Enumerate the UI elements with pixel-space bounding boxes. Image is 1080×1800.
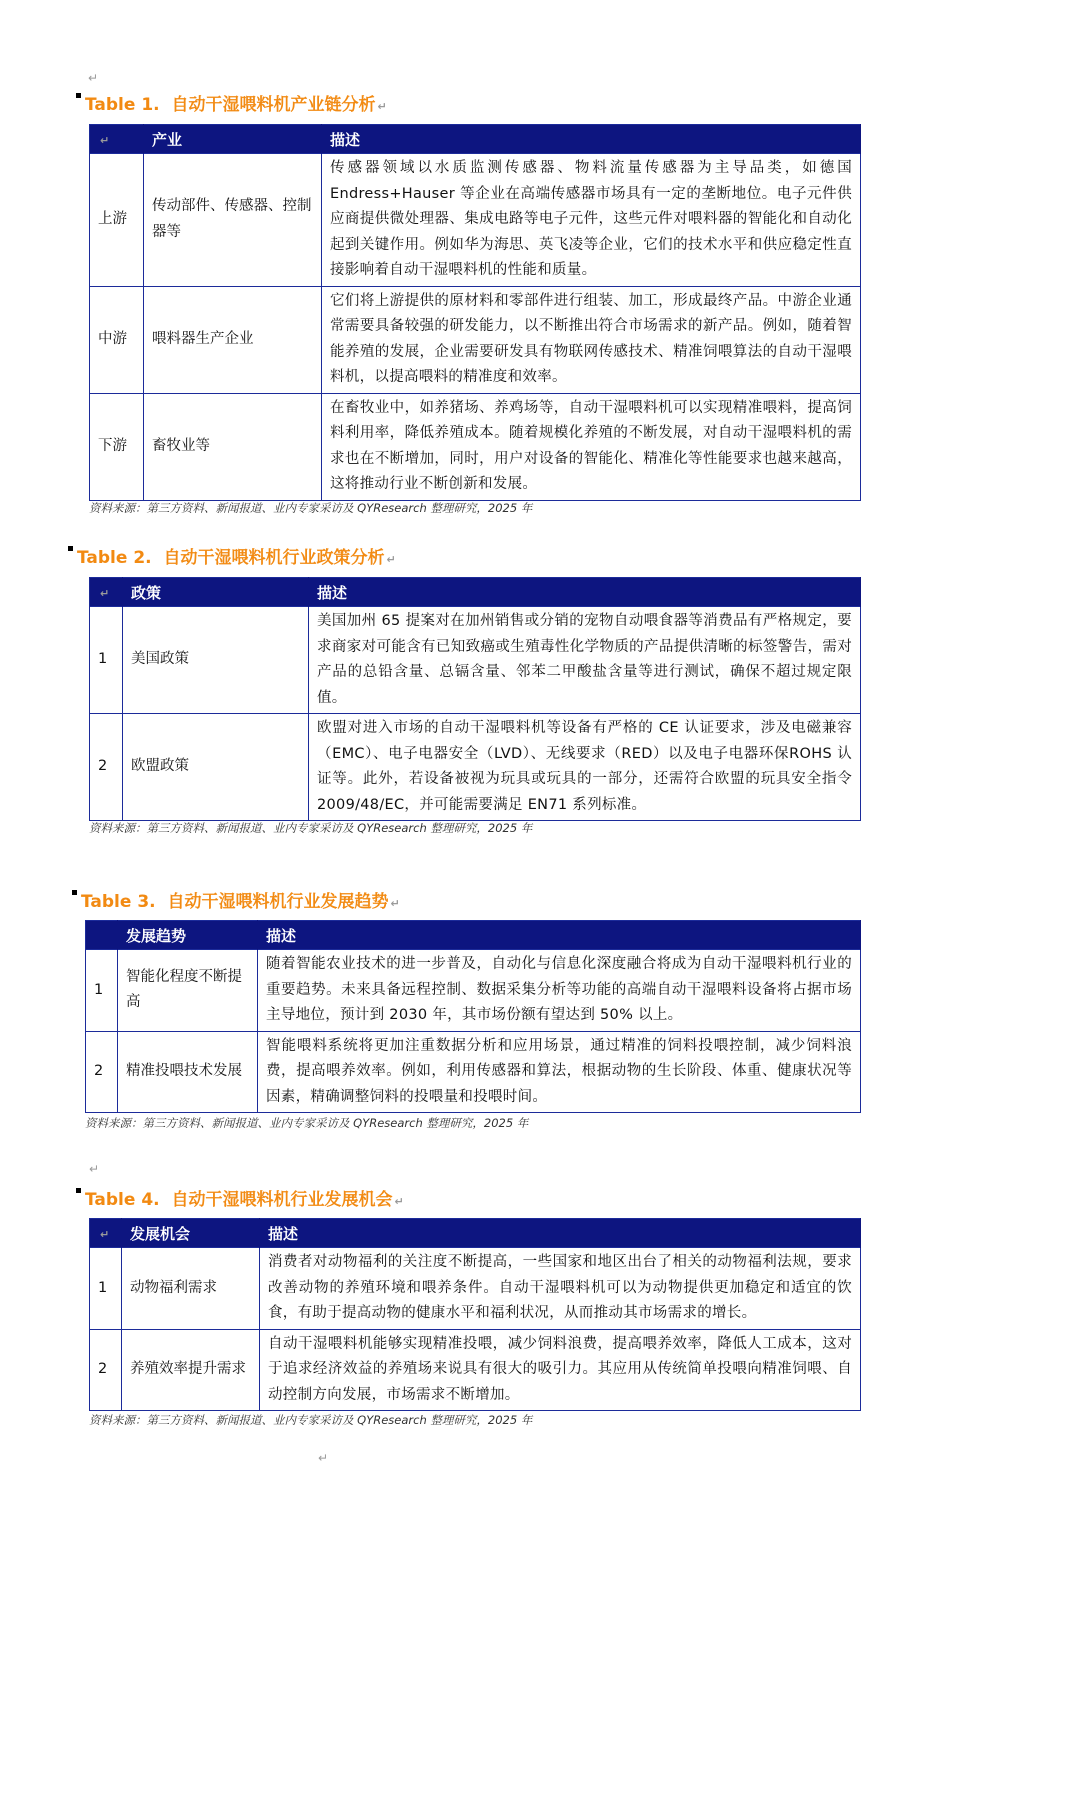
header-cell-industry: 产业 bbox=[144, 125, 322, 154]
table-row bbox=[90, 393, 861, 500]
paragraph-mark: ↵ bbox=[390, 897, 400, 910]
table-row bbox=[90, 607, 861, 714]
index-cell: 2 bbox=[90, 714, 123, 821]
table-header-row bbox=[86, 921, 861, 950]
description-cell: 在畜牧业中，如养猪场、养鸡场等，自动干湿喂料机可以实现精准喂料，提高饲料利用率，降低养殖成本。随着规模化养殖的不断发展，对自动干湿喂料机的需求也在不断增加，同时，用户对设备的智能化、精准化等性能要求也越来越高，这将推动行业不断创新和发展。 bbox=[322, 393, 861, 500]
table-3-source: 资料来源：第三方资料、新闻报道、业内专家采访及 QYResearch 整理研究，2025 年 bbox=[85, 1116, 529, 1130]
industry-cell: 畜牧业等 bbox=[144, 393, 322, 500]
policy-cell: 美国政策 bbox=[123, 607, 309, 714]
description-cell: 消费者对动物福利的关注度不断提高，一些国家和地区出台了相关的动物福利法规，要求改善动物的养殖环境和喂养条件。自动干湿喂料机可以为动物提供更加稳定和适宜的饮食，有助于提高动物的健康水平和福利状况，从而推动其市场需求的增长。 bbox=[260, 1248, 861, 1330]
table-title: 自动干湿喂料机行业发展机会 bbox=[171, 1190, 393, 1210]
table-header-row bbox=[90, 125, 861, 154]
index-cell: 2 bbox=[86, 1031, 118, 1113]
header-cell-policy: 政策 bbox=[123, 578, 309, 607]
table-header-row bbox=[90, 578, 861, 607]
bullet-marker bbox=[72, 890, 77, 895]
table-header-row bbox=[90, 1219, 861, 1248]
description-cell: 传感器领域以水质监测传感器、物料流量传感器为主导品类，如德国Endress+Hauser 等企业在高端传感器市场具有一定的垄断地位。电子元件供应商提供微处理器、集成电路等电子元件，这些元件对喂料器的智能化和自动化起到关键作用。例如华为海思、英飞凌等企业，它们的技术水平和供应稳定性直接影响着自动干湿喂料机的性能和质量。 bbox=[322, 154, 861, 287]
table-4-source: 资料来源：第三方资料、新闻报道、业内专家采访及 QYResearch 整理研究，2025 年 bbox=[89, 1413, 533, 1427]
table-title: 自动干湿喂料机行业政策分析 bbox=[163, 548, 385, 568]
stage-cell: 下游 bbox=[90, 393, 144, 500]
bullet-marker bbox=[68, 546, 73, 551]
description-cell: 欧盟对进入市场的自动干湿喂料机等设备有严格的 CE 认证要求，涉及电磁兼容（EMC）、电子电器安全（LVD）、无线要求（RED）以及电子电器环保ROHS 认证等。此外，若设备被视为玩具或玩具的一部分，还需符合欧盟的玩具安全指令 2009/48/EC，并可能需要满足 EN71 系列标准。 bbox=[309, 714, 861, 821]
table-row bbox=[90, 1329, 861, 1411]
table-label: Table 2. bbox=[77, 548, 152, 568]
header-cell-blank: ↵ bbox=[90, 1219, 122, 1248]
table-1-caption bbox=[76, 90, 387, 115]
description-cell: 智能喂料系统将更加注重数据分析和应用场景，通过精准的饲料投喂控制，减少饲料浪费，提高喂养效率。例如，利用传感器和算法，根据动物的生长阶段、体重、健康状况等因素，精确调整饲料的投喂量和投喂时间。 bbox=[258, 1031, 861, 1113]
header-cell-description: 描述 bbox=[322, 125, 861, 154]
description-cell: 自动干湿喂料机能够实现精准投喂，减少饲料浪费，提高喂养效率，降低人工成本，这对于追求经济效益的养殖场来说具有很大的吸引力。其应用从传统简单投喂向精准饲喂、自动控制方向发展，市场需求不断增加。 bbox=[260, 1329, 861, 1411]
index-cell: 2 bbox=[90, 1329, 122, 1411]
paragraph-mark: ↵ bbox=[394, 1195, 404, 1208]
table-3-caption bbox=[72, 887, 400, 912]
bullet-marker bbox=[76, 1188, 81, 1193]
stage-cell: 中游 bbox=[90, 286, 144, 393]
table-2 bbox=[89, 577, 861, 821]
stage-cell: 上游 bbox=[90, 154, 144, 287]
table-row bbox=[86, 950, 861, 1032]
table-row bbox=[86, 1031, 861, 1113]
header-cell-description: 描述 bbox=[258, 921, 861, 950]
trend-cell: 精准投喂技术发展 bbox=[118, 1031, 258, 1113]
industry-cell: 喂料器生产企业 bbox=[144, 286, 322, 393]
description-cell: 随着智能农业技术的进一步普及，自动化与信息化深度融合将成为自动干湿喂料机行业的重要趋势。未来具备远程控制、数据采集分析等功能的高端自动干湿喂料设备将占据市场主导地位，预计到 2030 年，其市场份额有望达到 50% 以上。 bbox=[258, 950, 861, 1032]
header-cell-blank: ↵ bbox=[90, 578, 123, 607]
industry-cell: 传动部件、传感器、控制器等 bbox=[144, 154, 322, 287]
header-cell-description: 描述 bbox=[309, 578, 861, 607]
table-3 bbox=[85, 920, 861, 1113]
opportunity-cell: 动物福利需求 bbox=[122, 1248, 260, 1330]
table-title: 自动干湿喂料机行业发展趋势 bbox=[167, 892, 389, 912]
table-2-caption bbox=[68, 543, 396, 568]
header-cell-trend: 发展趋势 bbox=[118, 921, 258, 950]
table-label: Table 3. bbox=[81, 892, 156, 912]
table-4 bbox=[89, 1218, 861, 1411]
table-2-source: 资料来源：第三方资料、新闻报道、业内专家采访及 QYResearch 整理研究，2025 年 bbox=[89, 821, 533, 835]
table-row bbox=[90, 714, 861, 821]
index-cell: 1 bbox=[90, 1248, 122, 1330]
table-row bbox=[90, 286, 861, 393]
table-row bbox=[90, 154, 861, 287]
header-cell-description: 描述 bbox=[260, 1219, 861, 1248]
table-1 bbox=[89, 124, 861, 501]
table-label: Table 4. bbox=[85, 1190, 160, 1210]
paragraph-mark: ↵ bbox=[377, 100, 387, 113]
paragraph-mark: ↵ bbox=[386, 553, 396, 566]
opportunity-cell: 养殖效率提升需求 bbox=[122, 1329, 260, 1411]
header-cell-opportunity: 发展机会 bbox=[122, 1219, 260, 1248]
index-cell: 1 bbox=[90, 607, 123, 714]
table-1-source: 资料来源：第三方资料、新闻报道、业内专家采访及 QYResearch 整理研究，2025 年 bbox=[89, 501, 533, 515]
bullet-marker bbox=[76, 93, 81, 98]
trend-cell: 智能化程度不断提高 bbox=[118, 950, 258, 1032]
description-cell: 美国加州 65 提案对在加州销售或分销的宠物自动喂食器等消费品有严格规定，要求商家对可能含有已知致癌或生殖毒性化学物质的产品提供清晰的标签警告，需对产品的总铅含量、总镉含量、邻苯二甲酸盐含量等进行测试，确保不超过规定限值。 bbox=[309, 607, 861, 714]
header-cell-blank: ↵ bbox=[90, 125, 144, 154]
paragraph-mark: ↵ bbox=[318, 1451, 329, 1465]
table-title: 自动干湿喂料机产业链分析 bbox=[171, 95, 376, 115]
description-cell: 它们将上游提供的原材料和零部件进行组装、加工，形成最终产品。中游企业通常需要具备较强的研发能力，以不断推出符合市场需求的新产品。例如，随着智能养殖的发展，企业需要研发具有物联网传感技术、精准饲喂算法的自动干湿喂料机，以提高喂料的精准度和效率。 bbox=[322, 286, 861, 393]
paragraph-mark: ↵ bbox=[89, 1162, 100, 1176]
table-label: Table 1. bbox=[85, 95, 160, 115]
paragraph-mark: ↵ bbox=[88, 71, 99, 85]
index-cell: 1 bbox=[86, 950, 118, 1032]
header-cell-blank bbox=[86, 921, 118, 950]
policy-cell: 欧盟政策 bbox=[123, 714, 309, 821]
table-4-caption bbox=[76, 1185, 404, 1210]
table-row bbox=[90, 1248, 861, 1330]
